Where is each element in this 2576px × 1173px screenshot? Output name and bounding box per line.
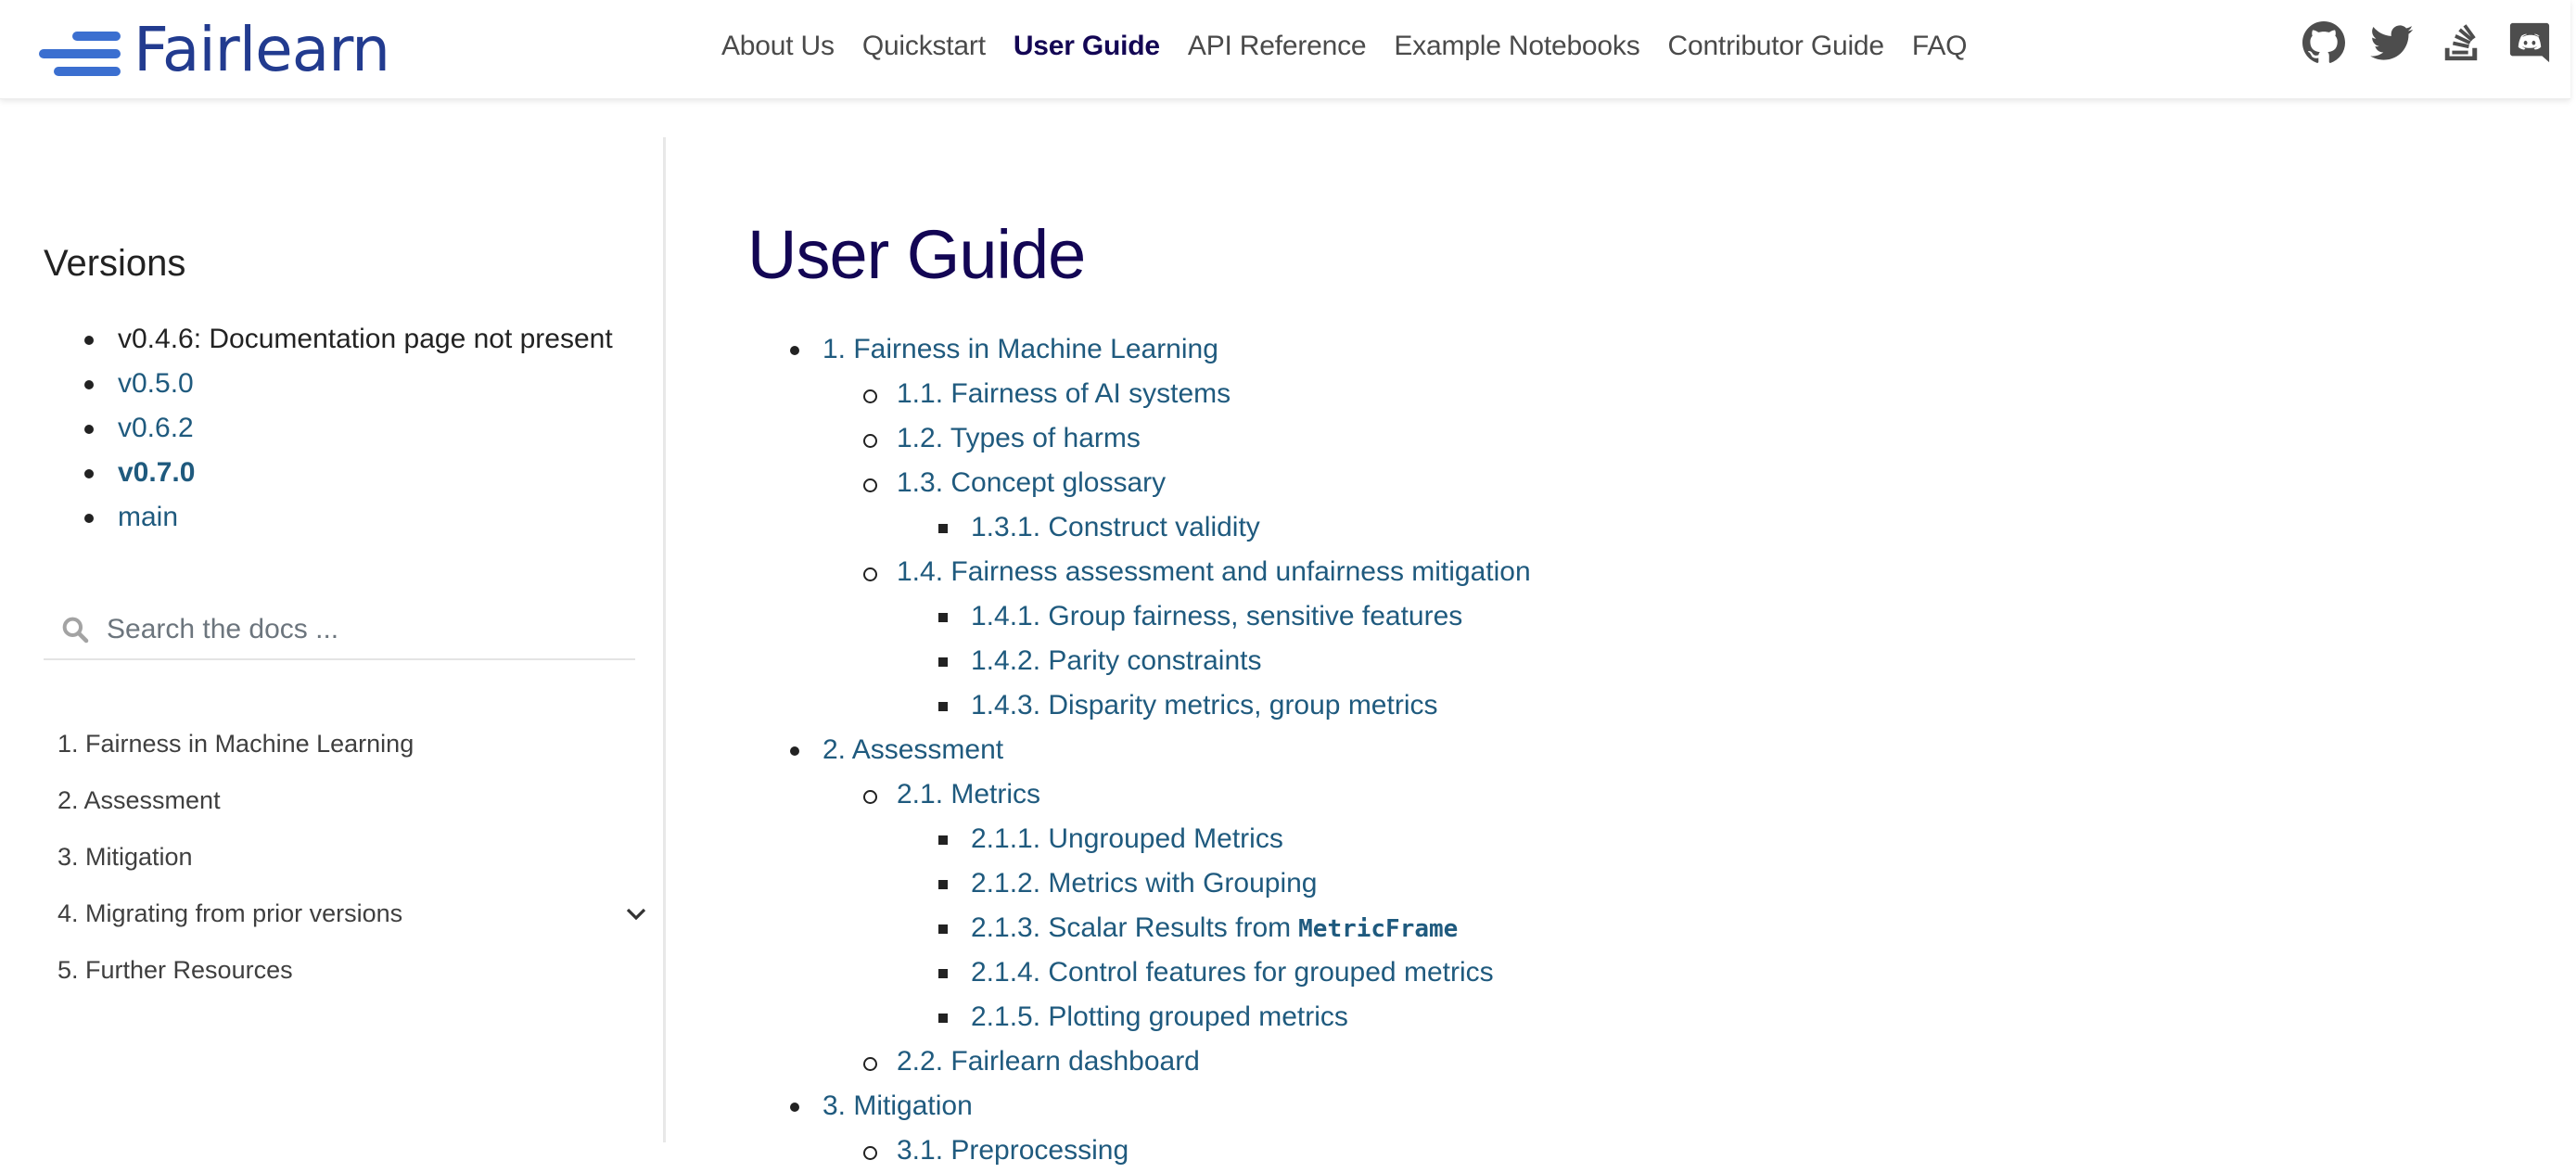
toc-link[interactable]: 2.1.4. Control features for grouped metrics [971, 957, 1494, 988]
version-v070-link[interactable]: v0.7.0 [118, 457, 196, 488]
toc-link[interactable]: 1.4. Fairness assessment and unfairness mitigation [897, 556, 1531, 587]
toc-item [747, 461, 1531, 505]
version-item [44, 451, 613, 495]
toc-item [747, 505, 1531, 550]
nav-example-notebooks[interactable]: Example Notebooks [1394, 31, 1640, 61]
toc-item [747, 1039, 1531, 1084]
toc-item [747, 550, 1531, 594]
nav-quickstart[interactable]: Quickstart [861, 31, 986, 61]
version-v062-link[interactable]: v0.6.2 [118, 413, 194, 443]
sidebar-link[interactable]: 2. Assessment [57, 786, 221, 814]
search-icon [60, 615, 90, 644]
toc-link[interactable]: 3. Mitigation [823, 1090, 973, 1121]
toc-link-text: 2.1.3. Scalar Results from [971, 912, 1292, 943]
version-v046-text: v0.4.6: Documentation page not present [118, 324, 613, 354]
toc-item [747, 861, 1531, 906]
toc-link[interactable]: 1.2. Types of harms [897, 423, 1141, 453]
sidebar-link[interactable]: 5. Further Resources [57, 956, 293, 984]
toc-item [747, 772, 1531, 817]
toc-link[interactable]: 1.4.2. Parity constraints [971, 645, 1262, 676]
logo-mark-icon [37, 22, 121, 78]
nav-api-reference[interactable]: API Reference [1187, 31, 1367, 61]
toc-link[interactable]: 2. Assessment [823, 734, 1004, 765]
toc-link[interactable]: 2.2. Fairlearn dashboard [897, 1046, 1200, 1077]
chevron-down-icon[interactable] [626, 908, 646, 921]
sidebar-item-further-resources [44, 942, 656, 999]
versions-list [44, 317, 613, 540]
sidebar-item-migrating [44, 886, 656, 942]
sidebar-link[interactable]: 4. Migrating from prior versions [57, 899, 403, 927]
toc-link[interactable]: 1. Fairness in Machine Learning [823, 334, 1218, 364]
toc-item [747, 995, 1531, 1039]
toc-link[interactable]: 1.4.1. Group fairness, sensitive features [971, 601, 1463, 631]
social-links [2302, 20, 2576, 65]
code-metricframe: MetricFrame [1298, 915, 1459, 943]
toc-item [747, 817, 1531, 861]
toc-item [747, 594, 1531, 639]
stackoverflow-icon[interactable] [2439, 20, 2483, 65]
nav-faq[interactable]: FAQ [1911, 31, 1968, 61]
toc-link[interactable] [971, 912, 1458, 944]
sidebar-divider [663, 137, 666, 1142]
toc-link[interactable]: 2.1.5. Plotting grouped metrics [971, 1001, 1348, 1032]
version-item [44, 495, 613, 540]
toc-link[interactable]: 1.3. Concept glossary [897, 467, 1167, 498]
toc-item [747, 416, 1531, 461]
fairlearn-logo[interactable] [37, 13, 389, 87]
nav-about-us[interactable]: About Us [721, 31, 835, 61]
toc-link[interactable]: 1.1. Fairness of AI systems [897, 378, 1231, 409]
toc-item [747, 372, 1531, 416]
twitter-icon[interactable] [2370, 20, 2415, 65]
search-input[interactable] [107, 614, 626, 645]
version-v050-link[interactable]: v0.5.0 [118, 368, 194, 399]
toc-item [747, 639, 1531, 683]
toc-link[interactable]: 3.1. Preprocessing [897, 1135, 1129, 1166]
toc-item [747, 1084, 1531, 1128]
version-item [44, 362, 613, 406]
main-nav [721, 0, 1995, 93]
sidebar-link[interactable]: 1. Fairness in Machine Learning [57, 730, 414, 758]
sidebar-link[interactable]: 3. Mitigation [57, 843, 193, 871]
toc-link[interactable]: 2.1.2. Metrics with Grouping [971, 868, 1318, 899]
sidebar-doc-nav [44, 716, 656, 999]
toc-link[interactable]: 2.1.1. Ungrouped Metrics [971, 823, 1283, 854]
toc-item [747, 906, 1531, 950]
toc-item [747, 950, 1531, 995]
discord-icon[interactable] [2507, 20, 2552, 65]
version-item [44, 406, 613, 451]
top-navbar [0, 0, 2570, 99]
toc-link[interactable]: 1.4.3. Disparity metrics, group metrics [971, 690, 1438, 720]
toc-item [747, 728, 1531, 772]
nav-user-guide[interactable]: User Guide [1013, 31, 1160, 61]
sidebar-item-mitigation [44, 829, 656, 886]
versions-heading: Versions [44, 243, 186, 284]
sidebar-item-fairness [44, 716, 656, 772]
toc-item [747, 683, 1531, 728]
toc-item [747, 1128, 1531, 1173]
version-main-link[interactable]: main [118, 502, 179, 532]
toc-link[interactable]: 1.3.1. Construct validity [971, 512, 1260, 542]
search-box [44, 601, 635, 660]
table-of-contents [747, 327, 1531, 1173]
sidebar-item-assessment [44, 772, 656, 829]
version-item [44, 317, 613, 362]
github-icon[interactable] [2302, 20, 2346, 65]
nav-contributor-guide[interactable]: Contributor Guide [1667, 31, 1884, 61]
toc-link[interactable]: 2.1. Metrics [897, 779, 1041, 810]
toc-item [747, 327, 1531, 372]
logo-text: Fairlearn [134, 14, 390, 85]
page-title: User Guide [747, 216, 1086, 293]
